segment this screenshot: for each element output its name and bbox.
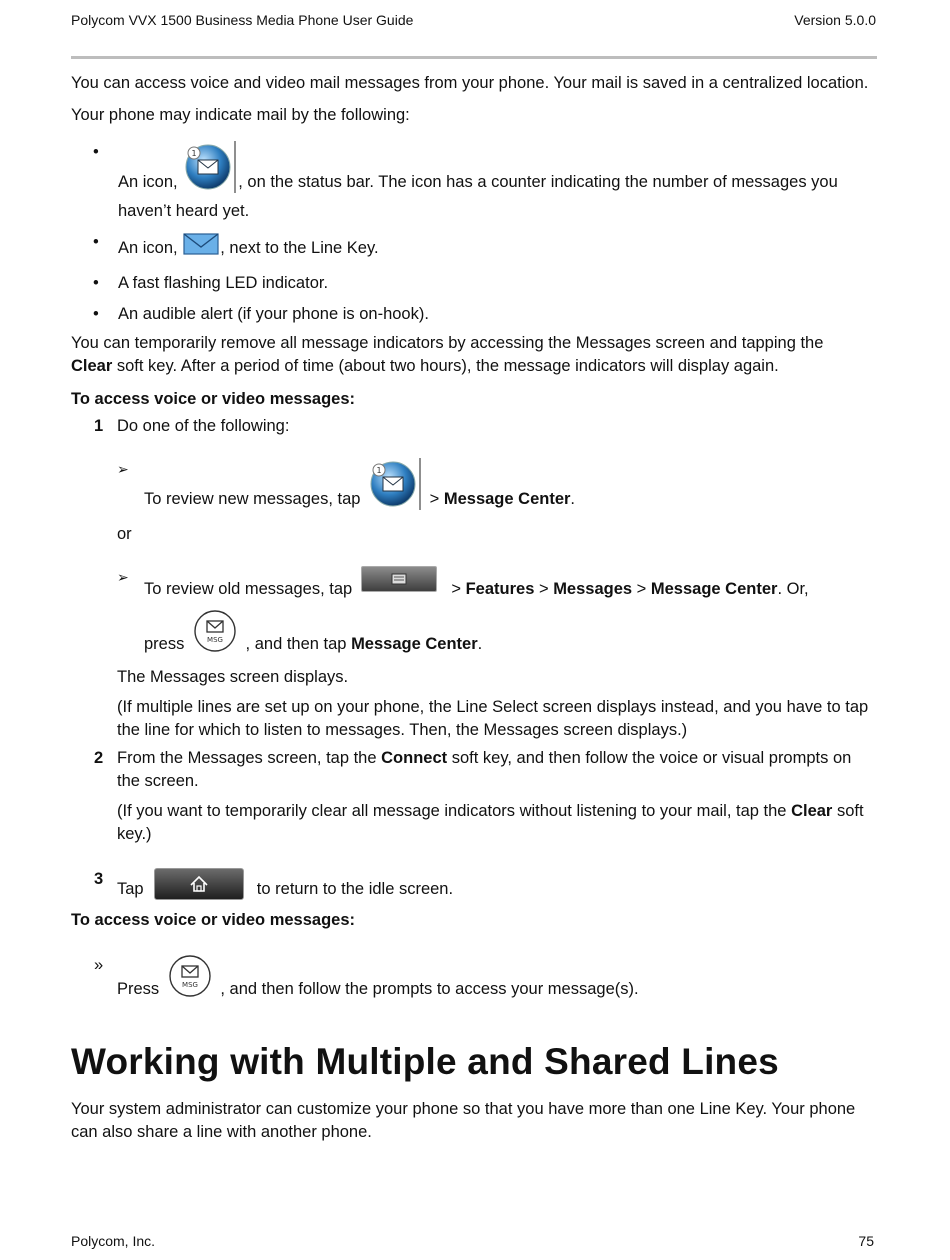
footer-company: Polycom, Inc. — [71, 1233, 156, 1249]
line-key-mail-icon — [182, 231, 220, 264]
substep-press-msg: press MSG , and then tap Message Center. — [71, 609, 877, 660]
list-item: • An audible alert (if your phone is on-hook). — [93, 305, 429, 323]
svg-text:1: 1 — [191, 149, 197, 158]
document-title: Polycom VVX 1500 Business Media Phone User Guide — [71, 12, 414, 28]
svg-text:1: 1 — [376, 466, 382, 475]
header-rule — [71, 56, 877, 59]
msg-key-icon[interactable] — [193, 609, 237, 660]
new-message-status-icon[interactable] — [365, 458, 425, 517]
list-item: • An icon, , next to the Line Key. — [71, 231, 877, 264]
procedure-heading: To access voice or video messages: — [71, 390, 356, 408]
step-3: 3 Tap to return to the idle screen. — [94, 870, 454, 898]
step-2: 2 From the Messages screen, tap the Connect soft key, and then follow the voice or visual prompts on the screen. — [94, 749, 852, 790]
document-version: Version 5.0.0 — [794, 12, 876, 28]
home-button[interactable] — [154, 868, 244, 900]
arrow-bullet-icon: ➢ — [117, 461, 129, 477]
msg-key-icon[interactable] — [168, 954, 212, 1005]
page-footer — [71, 1233, 874, 1249]
procedure-heading-2: To access voice or video messages: — [71, 911, 356, 929]
svg-text:MSG: MSG — [181, 981, 198, 989]
step-1: 1 Do one of the following: — [94, 417, 290, 435]
page-number: 75 — [858, 1233, 874, 1249]
messages-status-button[interactable] — [361, 566, 437, 592]
section-paragraph: Your system administrator can customize your phone so that you have more than one Line Key. Your phone can also share a line with another phone. — [71, 1100, 856, 1141]
indicator-list — [71, 141, 877, 326]
svg-text:MSG: MSG — [206, 636, 223, 644]
section-title: Working with Multiple and Shared Lines — [71, 1041, 779, 1082]
indicate-paragraph: Your phone may indicate mail by the following: — [71, 106, 410, 124]
messages-displays-text: The Messages screen displays. — [117, 668, 349, 686]
list-item: • An icon, 1 , on the status bar. The icon has a counter indicating the number of messages you haven’t heard yet. — [93, 143, 838, 220]
list-item: • A fast flashing LED indicator. — [93, 274, 329, 292]
clear-note: (If you want to temporarily clear all message indicators without listening to your mail, tap the Clear soft key.) — [117, 802, 864, 843]
substep-new-messages: ➢ To review new messages, tap 1 > Message Center. — [71, 458, 877, 517]
intro-paragraph: You can access voice and video mail messages from your phone. Your mail is saved in a centralized location. — [71, 74, 869, 92]
press-msg-item: » Press MSG , and then follow the prompts to access your message(s). — [71, 954, 877, 1005]
remove-indicators-paragraph: You can temporarily remove all message indicators by accessing the Messages screen and tapping the Clear soft key. After a period of time (about two hours), the message indicators will display again. — [71, 334, 824, 375]
page-header — [71, 12, 876, 32]
main-content — [71, 72, 877, 1005]
or-text: or — [117, 525, 132, 543]
substep-old-messages: ➢ To review old messages, tap > Features > Messages > Message Center. Or, — [71, 566, 877, 601]
arrow-bullet-icon: ➢ — [117, 569, 129, 585]
new-message-status-icon — [182, 141, 238, 200]
multiple-lines-note: (If multiple lines are set up on your phone, the Line Select screen displays instead, and you have to tap the line for which to listen to messages. Then, the Messages screen displays.) — [117, 698, 869, 739]
